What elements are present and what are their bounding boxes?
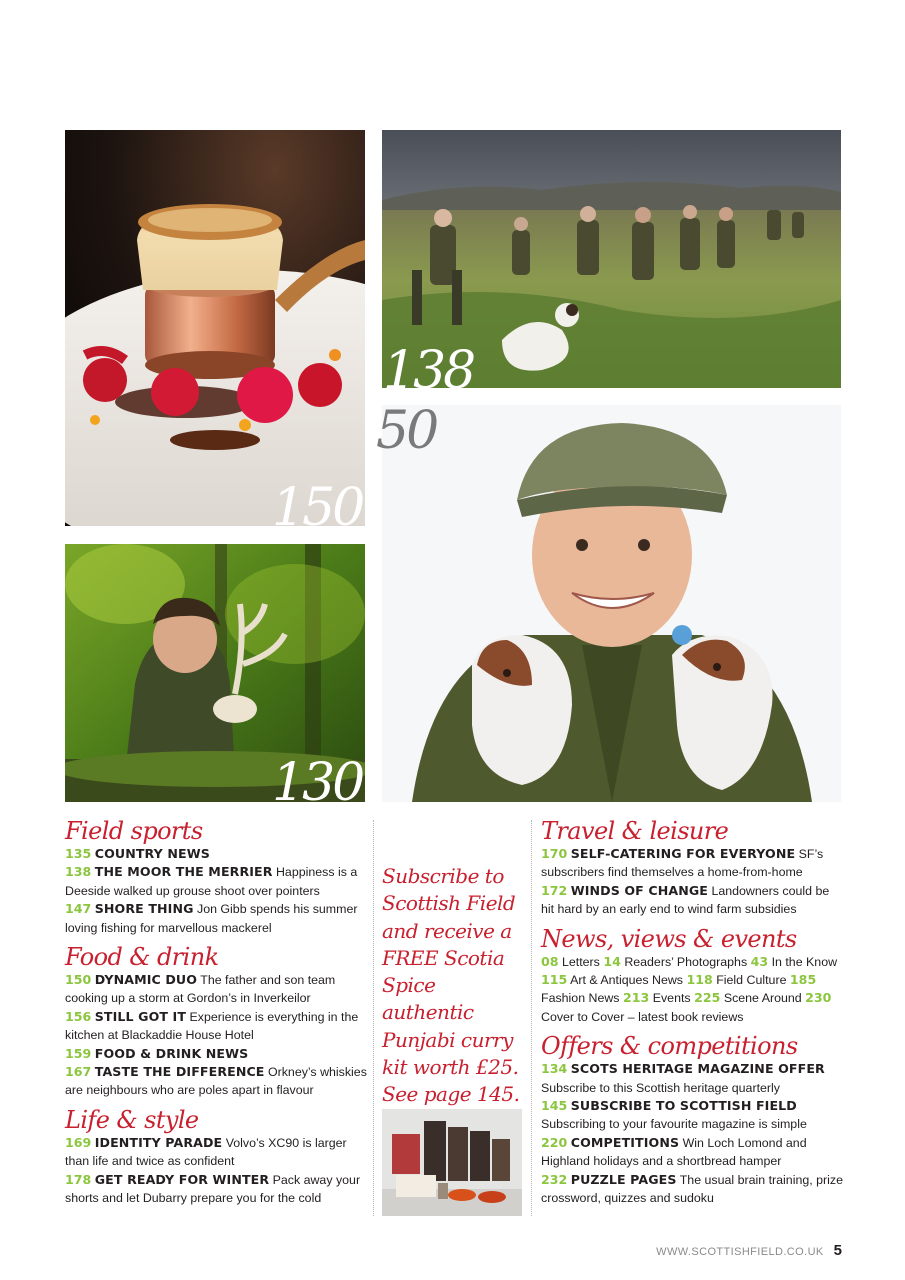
section-title-field-sports: Field sports <box>65 817 203 845</box>
entry-headline: PUZZLE PAGES <box>570 1171 677 1187</box>
entry-page-number: 167 <box>65 1064 92 1080</box>
entry-page-number: 147 <box>65 901 92 917</box>
boy-puppies-photo <box>382 405 841 802</box>
contents-entry[interactable] <box>65 1045 367 1063</box>
subscription-promo[interactable]: Subscribe to Scottish Field and receive a FREE Scotia Spice authentic Punjabi curry kit worth £25. See page 145. <box>382 864 520 1107</box>
contents-entry[interactable] <box>65 1008 367 1045</box>
entry-description: SF’s subscribers find themselves a home-from-home <box>541 847 824 880</box>
page-ref-boy: 50 <box>376 401 437 461</box>
entry-page-number: 172 <box>541 882 568 898</box>
curry-kit-photo <box>382 1109 522 1216</box>
news-item-page-number: 225 <box>694 990 721 1006</box>
section-life-style <box>65 1107 367 1208</box>
entry-page-number: 232 <box>541 1171 568 1187</box>
entry-description: Volvo’s XC90 is larger than life and twice as confident <box>65 1135 347 1169</box>
contents-entry[interactable] <box>65 971 367 1008</box>
page-footer <box>656 1242 842 1259</box>
news-item-page-number: 230 <box>805 990 832 1006</box>
entry-description: The usual brain training, prize crossword, quizzes and sudoku <box>541 1172 843 1206</box>
news-item-label[interactable]: Cover to Cover – latest book reviews <box>541 1009 744 1024</box>
entry-headline: DYNAMIC DUO <box>94 972 198 988</box>
section-title-travel-leisure: Travel & leisure <box>541 817 729 845</box>
entry-headline: SUBSCRIBE TO SCOTTISH FIELD <box>570 1098 797 1114</box>
entry-page-number: 178 <box>65 1171 92 1187</box>
section-travel-leisure <box>541 818 843 919</box>
contents-entry[interactable] <box>65 1171 367 1208</box>
contents-right-column <box>541 818 843 1208</box>
contents-entry[interactable] <box>65 1134 367 1171</box>
entry-headline: SELF-CATERING FOR EVERYONE <box>570 846 796 861</box>
entry-headline: STILL GOT IT <box>94 1008 187 1024</box>
entry-description: Landowners could be hit hard by an early end to wind farm subsidies <box>541 883 830 917</box>
contents-entry[interactable] <box>65 845 367 863</box>
contents-entry[interactable] <box>541 1097 843 1134</box>
news-item-label[interactable]: Scene Around <box>723 991 802 1006</box>
news-item-page-number: 185 <box>789 972 817 988</box>
entry-description: Jon Gibb spends his summer loving fishing for marvellous mackerel <box>65 902 358 935</box>
entry-description: Experience is everything in the kitchen at Blackaddie House Hotel <box>65 1009 359 1043</box>
contents-entry[interactable] <box>541 1171 843 1208</box>
contents-entry[interactable] <box>541 845 843 882</box>
entry-page-number: 150 <box>65 972 92 988</box>
contents-entry[interactable] <box>65 1063 367 1100</box>
news-items-list <box>541 953 843 1027</box>
news-item-page-number: 08 <box>541 953 559 969</box>
news-item-label[interactable]: Letters <box>561 954 600 969</box>
entry-headline: TASTE THE DIFFERENCE <box>94 1064 265 1080</box>
entry-page-number: 134 <box>541 1061 568 1077</box>
news-item-label[interactable]: Events <box>652 991 691 1006</box>
section-field-sports <box>65 818 367 937</box>
entry-headline: GET READY FOR WINTER <box>94 1171 270 1187</box>
entry-page-number: 138 <box>65 864 92 880</box>
news-item-label[interactable]: Field Culture <box>716 973 787 988</box>
entry-page-number: 156 <box>65 1008 92 1024</box>
section-title-offers: Offers & competitions <box>541 1032 798 1061</box>
section-news-views <box>541 926 843 1027</box>
divider-left <box>373 820 374 1216</box>
entry-headline: SHORE THING <box>94 901 194 917</box>
news-item-label[interactable]: Readers’ Photographs <box>624 954 748 969</box>
news-item-label[interactable]: Art & Antiques News <box>570 973 684 988</box>
page-ref-souffle: 150 <box>272 478 363 538</box>
entry-headline: WINDS OF CHANGE <box>570 882 708 898</box>
contents-entry[interactable] <box>541 1134 843 1171</box>
page-ref-moor: 138 <box>383 341 474 401</box>
entry-headline: COUNTRY NEWS <box>94 846 210 861</box>
news-item-page-number: 213 <box>622 990 650 1006</box>
page-ref-antlers: 130 <box>272 753 363 813</box>
divider-right <box>531 820 532 1216</box>
entry-page-number: 145 <box>541 1098 568 1114</box>
contents-entry[interactable] <box>65 863 367 900</box>
entry-description: Pack away your shorts and let Dubarry prepare you for the cold <box>65 1172 361 1206</box>
footer-page-number: 5 <box>833 1242 842 1259</box>
contents-entry[interactable] <box>541 882 843 919</box>
contents-left-column <box>65 818 367 1208</box>
entry-description: Happiness is a Deeside walked up grouse shoot over pointers <box>65 865 358 898</box>
news-item-page-number: 14 <box>603 953 621 969</box>
contents-entry[interactable] <box>65 900 367 937</box>
entry-description: Subscribing to your favourite magazine is simple <box>541 1117 807 1132</box>
news-item-page-number: 115 <box>541 972 568 988</box>
entry-headline: THE MOOR THE MERRIER <box>94 864 273 880</box>
section-title-life-style: Life & style <box>65 1105 199 1134</box>
entry-description: Orkney’s whiskies are neighbours who are poles apart in flavour <box>65 1065 367 1098</box>
news-item-page-number: 118 <box>686 972 713 988</box>
news-item-label[interactable]: In the Know <box>771 954 838 969</box>
contents-entry[interactable] <box>541 1060 843 1097</box>
entry-description: Win Loch Lomond and Highland holidays and a shortbread hamper <box>541 1135 807 1169</box>
entry-headline: SCOTS HERITAGE MAGAZINE OFFER <box>570 1061 825 1077</box>
entry-description: Subscribe to this Scottish heritage quarterly <box>541 1080 780 1095</box>
entry-page-number: 169 <box>65 1134 92 1150</box>
souffle-photo <box>65 130 365 526</box>
entry-page-number: 159 <box>65 1045 92 1061</box>
news-item-page-number: 43 <box>750 953 769 969</box>
entry-page-number: 170 <box>541 846 568 861</box>
section-title-news-views: News, views & events <box>541 924 797 953</box>
news-item-label[interactable]: Fashion News <box>541 991 620 1006</box>
section-offers <box>541 1033 843 1207</box>
section-food-drink <box>65 944 367 1100</box>
entry-headline: FOOD & DRINK NEWS <box>94 1045 249 1061</box>
entry-description: The father and son team cooking up a storm at Gordon’s in Inverkeilor <box>65 973 336 1006</box>
entry-headline: IDENTITY PARADE <box>94 1134 223 1150</box>
entry-page-number: 220 <box>541 1134 568 1150</box>
entry-page-number: 135 <box>65 846 92 861</box>
footer-url[interactable]: WWW.SCOTTISHFIELD.CO.UK <box>656 1246 824 1258</box>
entry-headline: COMPETITIONS <box>570 1134 680 1150</box>
section-title-food-drink: Food & drink <box>65 943 219 972</box>
